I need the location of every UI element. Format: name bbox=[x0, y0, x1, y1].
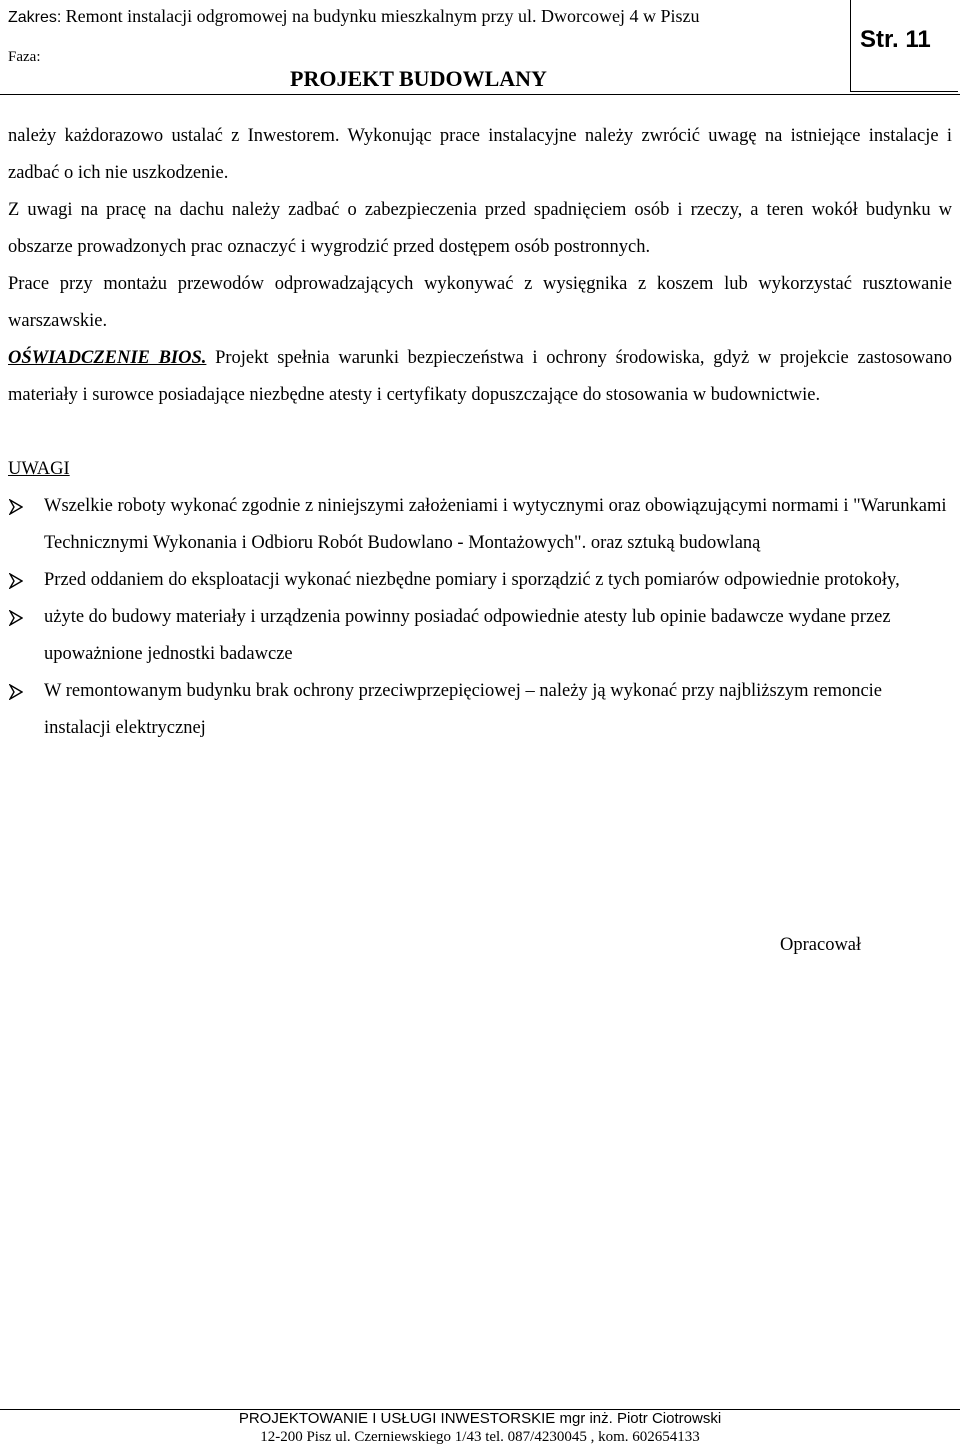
arrowhead-bullet-icon bbox=[8, 599, 28, 636]
footer-address: 12-200 Pisz ul. Czerniewskiego 1/43 tel. 087/4230045 , kom. 602654133 bbox=[260, 1429, 700, 1445]
header-scope-label: Zakres: bbox=[8, 9, 62, 26]
list-item bbox=[8, 673, 952, 747]
signature-label: Opracował bbox=[780, 935, 862, 955]
page-number: Str. 11 bbox=[860, 26, 931, 53]
header-scope bbox=[8, 6, 699, 27]
uwagi-list bbox=[8, 488, 952, 747]
list-item bbox=[8, 599, 952, 673]
footer-company: PROJEKTOWANIE I USŁUGI INWESTORSKIE mgr inż. Piotr Ciotrowski bbox=[238, 1410, 722, 1427]
list-item-text: użyte do budowy materiały i urządzenia powinny posiadać odpowiednie atesty lub opinie badawcze wydane przez upoważnione jednostki badawcze bbox=[44, 607, 891, 664]
list-item-text: W remontowanym budynku brak ochrony przeciwprzepięciowej – należy ją wykonać przy najbliższym remoncie instalacji elektrycznej bbox=[44, 681, 883, 738]
paragraph-roof-safety: Z uwagi na pracę na dachu należy zadbać o zabezpieczenia przed spadnięciem osób i rzeczy, a teren wokół budynku w obszarze prowadzonych prac oznaczyć i wygrodzić przed dostępem osób postronnych. bbox=[8, 200, 952, 257]
bios-text: Projekt spełnia warunki bezpieczeństwa i ochrony środowiska, gdyż w projekcie zastosowano materiały i surowce posiadające niezbędne atesty i certyfikaty dopuszczające do stosowania w budownictwie. bbox=[8, 348, 952, 405]
document-body bbox=[8, 118, 952, 747]
page-header bbox=[0, 0, 960, 94]
header-divider bbox=[0, 94, 960, 95]
paragraph-bios bbox=[8, 340, 952, 414]
header-phase-label: Faza: bbox=[8, 49, 41, 65]
arrowhead-bullet-icon bbox=[8, 673, 28, 710]
list-item bbox=[8, 562, 952, 599]
bios-heading: OŚWIADCZENIE BIOS. bbox=[8, 348, 207, 368]
arrowhead-bullet-icon bbox=[8, 562, 28, 599]
arrowhead-bullet-icon bbox=[8, 488, 28, 525]
paragraph-installation: należy każdorazowo ustalać z Inwestorem. Wykonując prace instalacyjne należy zwrócić uwagę na istniejące instalacje i zadbać o ich nie uszkodzenie. bbox=[8, 126, 952, 183]
header-title: PROJEKT BUDOWLANY bbox=[290, 66, 547, 91]
paragraph-mounting: Prace przy montażu przewodów odprowadzających wykonywać z wysięgnika z koszem lub wykorzystać rusztowanie warszawskie. bbox=[8, 274, 952, 331]
list-item-text: Przed oddaniem do eksploatacji wykonać niezbędne pomiary i sporządzić z tych pomiarów odpowiednie protokoły, bbox=[44, 570, 900, 590]
list-item-text: Wszelkie roboty wykonać zgodnie z niniejszymi założeniami i wytycznymi oraz obowiązującymi normami i "Warunkami Technicznymi Wykonania i Odbioru Robót Budowlano - Montażowych". oraz sztuką budowlaną bbox=[44, 496, 947, 553]
uwagi-heading: UWAGI bbox=[8, 459, 70, 479]
list-item bbox=[8, 488, 952, 562]
header-scope-value: Remont instalacji odgromowej na budynku mieszkalnym przy ul. Dworcowej 4 w Piszu bbox=[65, 6, 700, 26]
